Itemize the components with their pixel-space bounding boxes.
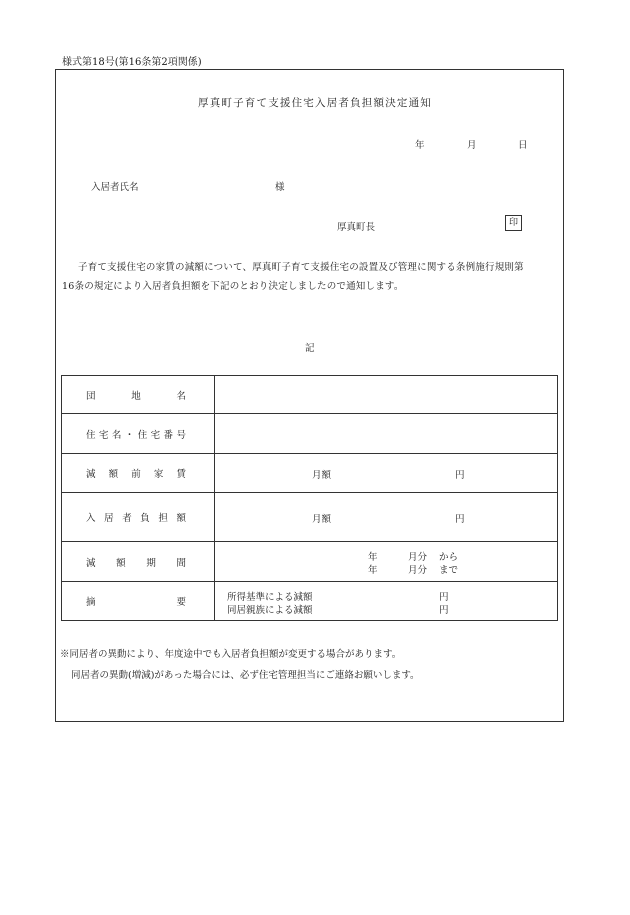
period-from-year: 年: [368, 552, 378, 563]
housing-number-value-cell: [215, 414, 558, 454]
housing-complex-label: 団 地 名: [86, 390, 186, 402]
row-label-cell: [62, 414, 215, 454]
period-from-month: 月分: [408, 552, 428, 563]
footnote-line-1: ※同居者の異動により、年度途中でも入居者負担額が変更する場合があります。: [60, 649, 402, 660]
resident-burden-value-cell: [215, 493, 558, 542]
yen-unit: 円: [455, 470, 465, 481]
table-row-remarks: [62, 582, 558, 621]
row-label-cell: [62, 542, 215, 582]
form-number: 様式第18号(第16条第2項関係): [62, 57, 202, 68]
rent-before-reduction-label: 減 額 前 家 賃: [86, 469, 186, 480]
table-row-resident-burden: [62, 493, 558, 542]
housing-number-label: 住 宅 名 ・ 住 宅 番 号: [86, 429, 186, 441]
resident-burden-label: 入 居 者 負 担 額: [86, 513, 186, 524]
yen-unit: 円: [439, 605, 449, 616]
yen-unit: 円: [439, 592, 449, 603]
period-to-year: 年: [368, 565, 378, 576]
issuer-title: 厚真町長: [337, 222, 376, 233]
seal-stamp-box: 印: [505, 215, 522, 231]
remarks-label: 摘 要: [86, 597, 186, 608]
body-text-line-2: 16条の規定により入居者負担額を下記のとおり決定しましたので通知します。: [62, 281, 404, 292]
remarks-value-cell: [215, 582, 558, 621]
body-text-line-1: 子育て支援住宅の家賃の減額について、厚真町子育て支援住宅の設置及び管理に関する条例施行規則第: [78, 262, 524, 273]
table-row-rent-before-reduction: [62, 454, 558, 493]
date-day-label: 日: [518, 140, 528, 151]
period-to-month: 月分: [408, 565, 428, 576]
document-title: 厚真町子育て支援住宅入居者負担額決定通知: [198, 97, 432, 109]
footnote-line-2: 同居者の異動(増減)があった場合には、必ず住宅管理担当にご連絡お願いします。: [71, 670, 420, 681]
table-row-housing-number: [62, 414, 558, 454]
rent-before-reduction-value-cell: [215, 454, 558, 493]
row-label-cell: [62, 454, 215, 493]
housing-complex-value-cell: [215, 376, 558, 414]
monthly-amount-label: 月額: [312, 470, 332, 481]
reduction-period-label: 減 額 期 間: [86, 557, 186, 569]
resident-honorific: 様: [275, 182, 285, 193]
monthly-amount-label: 月額: [312, 514, 332, 525]
row-label-cell: [62, 493, 215, 542]
date-month-label: 月: [467, 140, 477, 151]
table-row-housing-complex: [62, 376, 558, 414]
row-label-cell: [62, 376, 215, 414]
income-reduction-label: 所得基準による減額: [227, 592, 313, 603]
resident-name-label: 入居者氏名: [91, 182, 139, 193]
reduction-period-value-cell: [215, 542, 558, 582]
table-row-reduction-period: [62, 542, 558, 582]
family-reduction-label: 同居親族による減額: [227, 605, 313, 616]
row-label-cell: [62, 582, 215, 621]
period-from-suffix: から: [439, 552, 459, 563]
yen-unit: 円: [455, 514, 465, 525]
period-to-suffix: まで: [439, 565, 459, 576]
note-heading: 記: [305, 343, 315, 354]
date-year-label: 年: [415, 140, 425, 151]
detail-table: [61, 375, 558, 621]
